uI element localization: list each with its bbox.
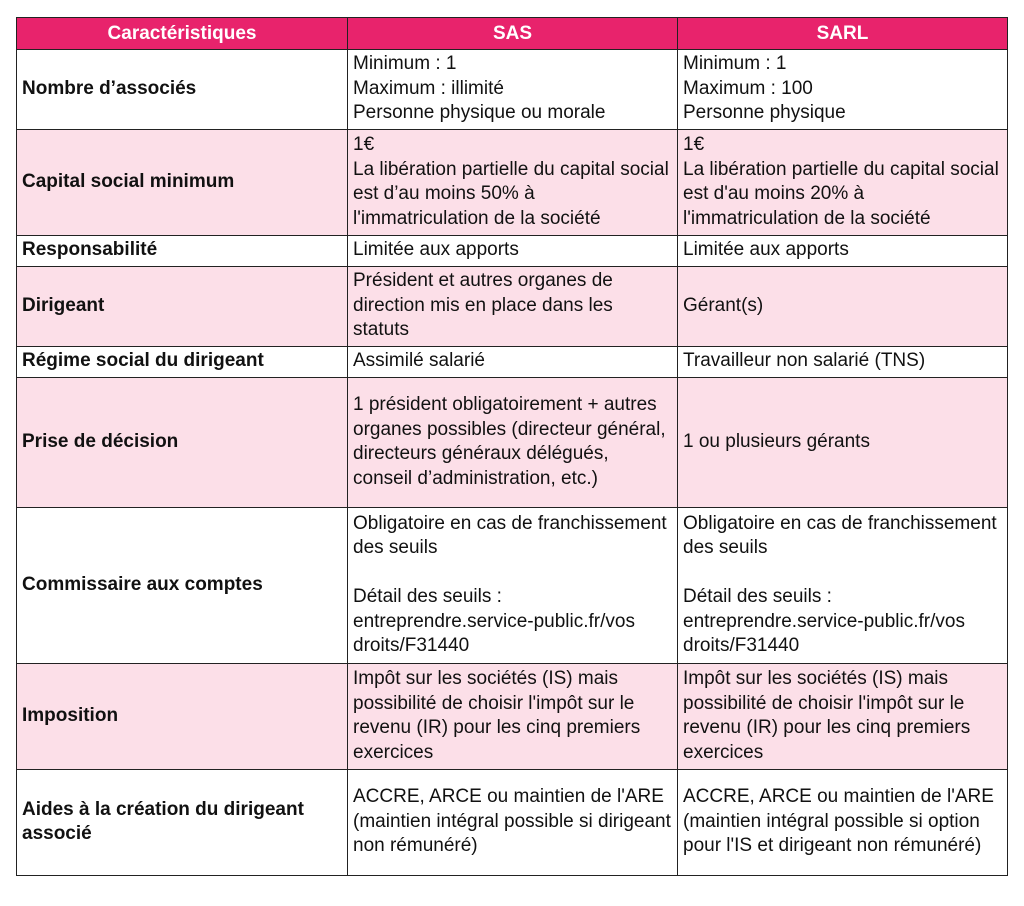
sarl-cell: Limitée aux apports [678, 236, 1008, 267]
sarl-cell: Impôt sur les sociétés (IS) mais possibilité de choisir l'impôt sur le revenu (IR) pour les cinq premiers exercices [678, 664, 1008, 770]
row-label: Dirigeant [17, 267, 348, 347]
row-label: Commissaire aux comptes [17, 508, 348, 664]
sarl-cell: Gérant(s) [678, 267, 1008, 347]
row-label: Aides à la création du dirigeant associé [17, 770, 348, 876]
table-row [17, 347, 1008, 378]
table-row [17, 508, 1008, 664]
sas-cell: Assimilé salarié [348, 347, 678, 378]
sas-cell: ACCRE, ARCE ou maintien de l'ARE (maintien intégral possible si dirigeant non rémunéré) [348, 770, 678, 876]
sas-cell: Président et autres organes de direction mis en place dans les statuts [348, 267, 678, 347]
sas-cell: 1€ La libération partielle du capital social est d’au moins 50% à l'immatriculation de la société [348, 130, 678, 236]
sarl-cell: Minimum : 1 Maximum : 100 Personne physique [678, 50, 1008, 130]
row-label: Prise de décision [17, 378, 348, 508]
table-row [17, 770, 1008, 876]
header-row [17, 18, 1008, 50]
sarl-cell: Obligatoire en cas de franchissement des seuils Détail des seuils : entreprendre.service-public.fr/vos droits/F31440 [678, 508, 1008, 664]
sas-cell: 1 président obligatoirement + autres organes possibles (directeur général, directeurs généraux délégués, conseil d’administration, etc.) [348, 378, 678, 508]
row-label: Imposition [17, 664, 348, 770]
table-row [17, 267, 1008, 347]
row-label: Régime social du dirigeant [17, 347, 348, 378]
table-row [17, 664, 1008, 770]
row-label: Responsabilité [17, 236, 348, 267]
table-row [17, 50, 1008, 130]
sarl-cell: Travailleur non salarié (TNS) [678, 347, 1008, 378]
comparison-table-container [16, 17, 1007, 876]
table-row [17, 378, 1008, 508]
sas-cell: Limitée aux apports [348, 236, 678, 267]
sarl-cell: ACCRE, ARCE ou maintien de l'ARE (maintien intégral possible si option pour l'IS et dirigeant non rémunéré) [678, 770, 1008, 876]
sas-cell: Impôt sur les sociétés (IS) mais possibilité de choisir l'impôt sur le revenu (IR) pour les cinq premiers exercices [348, 664, 678, 770]
header-caracteristiques: Caractéristiques [17, 18, 348, 50]
row-label: Capital social minimum [17, 130, 348, 236]
sarl-cell: 1€ La libération partielle du capital social est d'au moins 20% à l'immatriculation de la société [678, 130, 1008, 236]
table-row [17, 130, 1008, 236]
row-label: Nombre d’associés [17, 50, 348, 130]
sas-cell: Minimum : 1 Maximum : illimité Personne physique ou morale [348, 50, 678, 130]
table-row [17, 236, 1008, 267]
sas-sarl-comparison-table [16, 17, 1008, 876]
sas-cell: Obligatoire en cas de franchissement des seuils Détail des seuils : entreprendre.service-public.fr/vos droits/F31440 [348, 508, 678, 664]
header-sarl: SARL [678, 18, 1008, 50]
header-sas: SAS [348, 18, 678, 50]
sarl-cell: 1 ou plusieurs gérants [678, 378, 1008, 508]
